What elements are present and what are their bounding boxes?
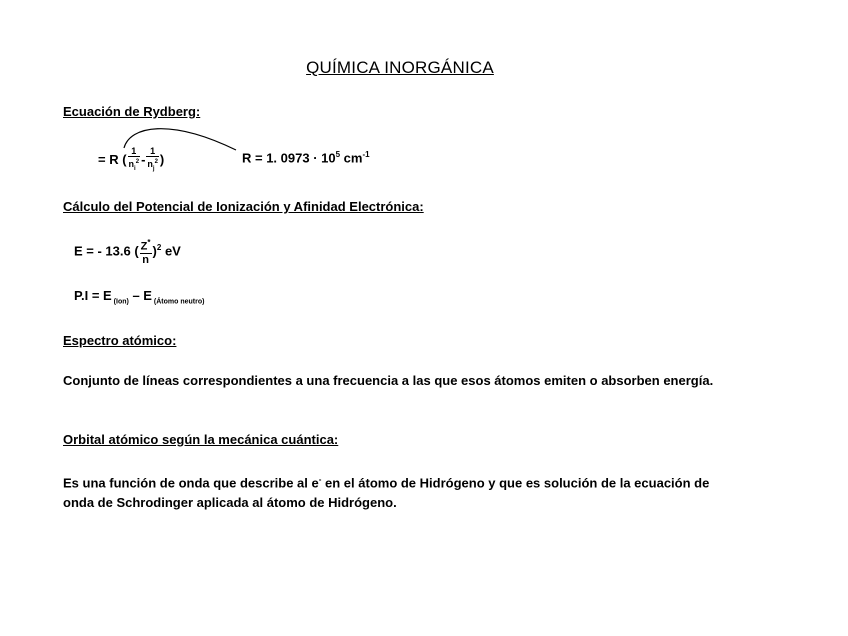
rydberg-frac1-num: 1 bbox=[128, 146, 141, 157]
orbital-heading: Orbital atómico según la mecánica cuántica: bbox=[63, 432, 339, 447]
energy-fraction: $\frac{Z^*}{n}$ bbox=[140, 238, 151, 266]
rydberg-minus: - bbox=[141, 151, 146, 167]
ionization-potential-equation: P.I = E $_{(Ion)}$ – E $_{(Átomo neutro)}$ bbox=[74, 288, 205, 306]
spectrum-text: Conjunto de líneas correspondientes a una frecuencia a las que esos átomos emiten o absorben energía. bbox=[63, 373, 714, 388]
rydberg-constant: R = 1. $0973 \cdot 10^5$ $cm^{-1}$ bbox=[242, 150, 370, 166]
energy-equation: E = - 13.6 ( $\frac{Z^*}{n}$ )$^2$ eV bbox=[74, 238, 181, 266]
ionization-heading: Cálculo del Potencial de Ionización y Afinidad Electrónica: bbox=[63, 199, 424, 214]
rydberg-heading: Ecuación de Rydberg: bbox=[63, 104, 201, 119]
rydberg-lhs: = R ( bbox=[98, 151, 127, 167]
orbital-text: Es una función de onda que describe al e- en el átomo de Hidrógeno y que es solución de la ecuación de onda de Schrodinger aplicada al átomo de Hidrógeno. bbox=[63, 475, 710, 511]
rydberg-frac2-num: 1 bbox=[146, 146, 159, 157]
page-title: QUÍMICA INORGÁNICA bbox=[306, 58, 494, 77]
rydberg-frac1-den: $n_i^2$ bbox=[128, 159, 140, 172]
rydberg-rhs: ) bbox=[159, 151, 165, 167]
rydberg-fraction-1 bbox=[128, 146, 141, 175]
spectrum-heading: Espectro atómico: bbox=[63, 333, 177, 348]
rydberg-fraction-2 bbox=[146, 146, 159, 175]
rydberg-frac2-den: $n_j^2$ bbox=[147, 159, 158, 172]
rydberg-equation bbox=[98, 146, 164, 175]
